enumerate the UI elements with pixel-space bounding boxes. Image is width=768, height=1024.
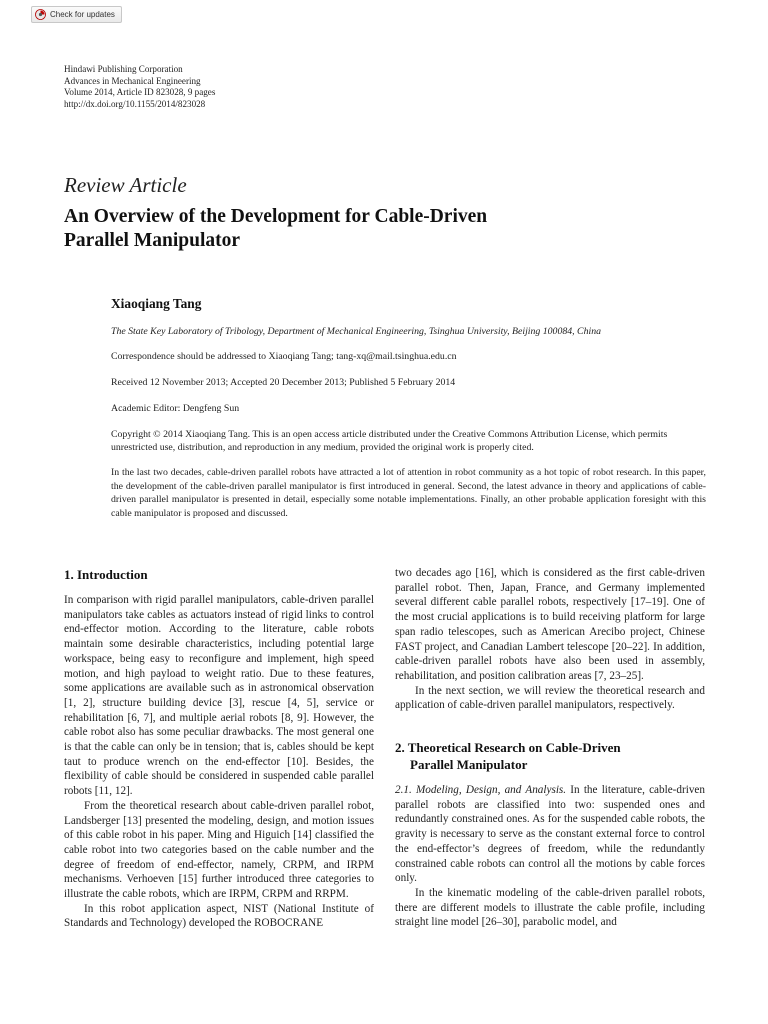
paragraph: In comparison with rigid parallel manipulators, cable-driven parallel manipulators take cables as actuators instead of rigid links to control end-effector motion. According to the literature, cable robots maintain some desirable characteristics, including potential large workspace, being easy to reconfigure and implement, high speed motion, and high payload to weight ratio. Due to these features, some applications are available such as in astronomical observation [1, 2], structure building device [3], rescue [4, 5], service or rehabilitation [6, 7], and multiple aerial robots [8, 9]. However, the cable robot also has some peculiar drawbacks. The most general one is that the cable can only be in tension; that is, cables should be kept taut to produce wrench on the end-effector [10]. Besides, the flexibility of cable should be considered in suspended cable parallel robots [11, 12]. <box>64 594 374 798</box>
correspondence: Correspondence should be addressed to Xiaoqiang Tang; tang-xq@mail.tsinghua.edu.cn <box>111 351 457 362</box>
publisher-line: Hindawi Publishing Corporation <box>64 64 183 74</box>
paragraph: two decades ago [16], which is considered as the first cable-driven parallel robot. Then, Japan, France, and Germany implemented several different cable parallel robots, respectively [17–19]. One of the most crucial applications is to build receiving platform for large span radio telescopes, such as American Arecibo project, Chinese FAST project, and Canadian Lambert telescope [20–22]. In addition, cable-driven parallel robots have also been used in assembly, rehabilitation, and position calibration areas [7, 23–25]. <box>395 567 705 682</box>
check-for-updates-button[interactable] <box>31 6 122 23</box>
paper-title-line-1: An Overview of the Development for Cable-Driven <box>64 206 488 227</box>
publication-dates: Received 12 November 2013; Accepted 20 December 2013; Published 5 February 2014 <box>111 377 456 388</box>
section-heading-introduction: 1. Introduction <box>64 567 148 582</box>
section-heading-theoretical-research <box>395 739 705 773</box>
journal-header <box>64 64 215 111</box>
subsection-title: 2.1. Modeling, Design, and Analysis. <box>395 784 567 797</box>
check-updates-icon <box>35 9 46 20</box>
check-for-updates-label: Check for updates <box>50 10 115 19</box>
copyright-notice: Copyright © 2014 Xiaoqiang Tang. This is an open access article distributed under the Creative Commons Attribution License, which permits unrestricted use, distribution, and reproduction in any medium, provided the original work is properly cited. <box>111 429 668 453</box>
section-heading-line-1: 2. Theoretical Research on Cable-Driven <box>395 740 621 756</box>
abstract: In the last two decades, cable-driven parallel robots have attracted a lot of attention in robot community as a hot topic of robot research. In this paper, the development of the cable-driven parallel manipulator is first introduced in general. Second, the latest advance in theory and applications of cable-driven parallel manipulator is presented in detail, especially some notable implementations. Finally, an other probable application foresight with this cable manipulator is proposed and discussed. <box>111 467 706 519</box>
doi-link[interactable]: http://dx.doi.org/10.1155/2014/823028 <box>64 99 206 110</box>
author-name: Xiaoqiang Tang <box>111 296 202 311</box>
subsection-paragraph <box>395 783 705 886</box>
paper-title <box>64 205 624 253</box>
academic-editor: Academic Editor: Dengfeng Sun <box>111 403 240 414</box>
article-type: Review Article <box>64 173 187 197</box>
subsection-text: In the literature, cable-driven parallel robots are classified into two: suspended ones and redundantly constrained ones. As for the suspended cable robots, the gravity is necessary to serve as the constant external force to control the end-effector’s degrees of freedom, while the redundantly constrained cable robots can control all the motions by cable forces only. <box>395 784 705 885</box>
paragraph: From the theoretical research about cable-driven parallel robot, Landsberger [13] presented the modeling, design, and motion issues of this cable robot in his paper. Ming and Higuich [14] classified the cable robot into two categories based on the cable number and the degree of freedom of end-effector, namely, CRPM, and IRPM mechanisms. Verhoeven [15] further introduced three categories to illustrate the cable robots, which are IRPM, CRPM and RRPM. <box>64 799 374 901</box>
paragraph: In this robot application aspect, NIST (National Institute of Standards and Technology) developed the ROBOCRANE <box>64 902 374 930</box>
section-heading-line-2: Parallel Manipulator <box>410 757 528 773</box>
affiliation: The State Key Laboratory of Tribology, Department of Mechanical Engineering, Tsinghua University, Beijing 100084, China <box>111 326 601 337</box>
paper-title-line-2: Parallel Manipulator <box>64 230 241 251</box>
volume-line: Volume 2014, Article ID 823028, 9 pages <box>64 87 216 98</box>
right-column <box>395 566 705 930</box>
paragraph: In the kinematic modeling of the cable-driven parallel robots, there are different models to illustrate the cable profile, including straight line model [26–30], parabolic model, and <box>395 886 705 929</box>
paragraph: In the next section, we will review the theoretical research and application of cable-driven parallel manipulators, respectively. <box>395 684 705 712</box>
journal-name-line: Advances in Mechanical Engineering <box>64 75 201 86</box>
left-column <box>64 566 374 931</box>
